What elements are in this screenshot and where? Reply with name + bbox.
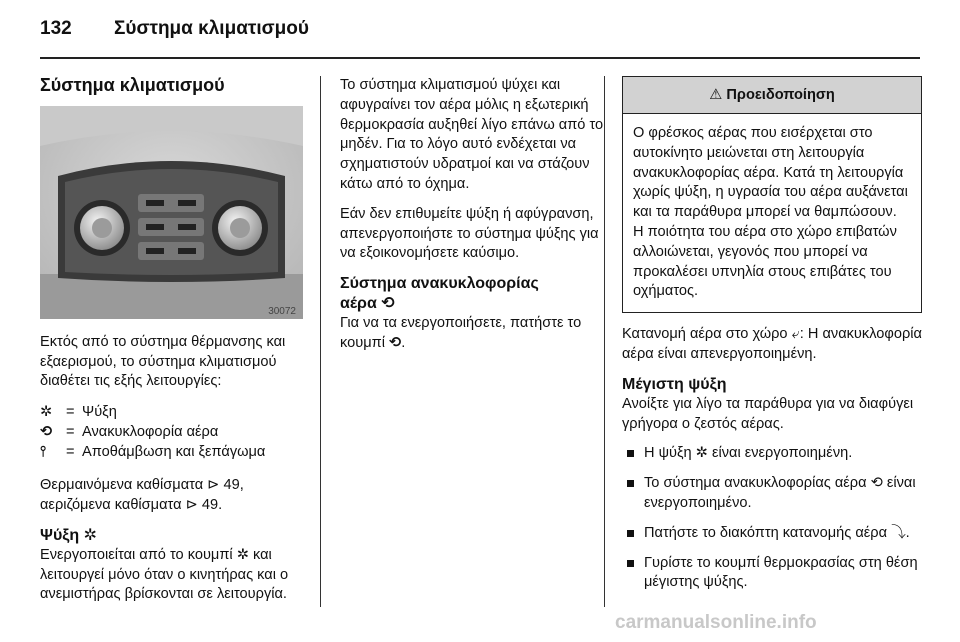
snowflake-icon: ✲ [40, 404, 53, 421]
snowflake-icon: ✲ [83, 526, 98, 544]
recirculation-icon: ⟲ [381, 295, 395, 313]
page-number: 132 [40, 18, 72, 39]
column-divider [604, 76, 605, 607]
max-cooling-steps [622, 444, 922, 593]
fuel-saving-text: Εάν δεν επιθυμείτε ψύξη ή αφύγρανση, απενεργοποιήστε το σύστημα ψύξης για να εξοικονομήσετε καύσιμο. [340, 205, 599, 262]
column-divider [320, 76, 321, 607]
watermark: carmanualsonline.info [615, 612, 817, 633]
list-item: Πατήστε το διακόπτη κατανομής αέρα ⤵. [622, 524, 922, 544]
recirculation-icon: ⟲ [40, 424, 53, 441]
defrost-icon: ⫯ [40, 444, 47, 461]
cooling-heading: Ψύξη ✲ [40, 526, 98, 544]
distribution-text: Κατανομή αέρα στο χώρο ⤶: Η ανακυκλοφορία αέρα είναι απενεργοποιημένη. [622, 326, 922, 362]
page-title: Σύστημα κλιματισμού [114, 18, 309, 39]
header-rule [40, 57, 920, 59]
recirculation-text: Για να τα ενεργοποιήσετε, πατήστε το κουμπί ⟲. [340, 314, 605, 354]
column-2 [340, 76, 605, 364]
warning-header [623, 77, 921, 114]
list-item: Γυρίστε το κουμπί θερμοκρασίας στη θέση μέγιστης ψύξης. [622, 554, 922, 594]
climate-control-photo [40, 106, 303, 319]
legend-row: ⫯ = Αποθάμβωση και ξεπάγωμα [40, 444, 266, 461]
intro-text: Εκτός από το σύστημα θέρμανσης και εξαερισμού, το σύστημα κλιματισμού διαθέτει τις εξής λειτουργίες: [40, 333, 286, 390]
function-legend [40, 402, 305, 462]
column-3 [622, 76, 922, 603]
cooling-text: Ενεργοποιείται από το κουμπί ✲ και λειτουργεί μόνο όταν ο κινητήρας και ο ανεμιστήρας βρίσκονται σε λειτουργία. [40, 546, 289, 603]
seats-text: Θερμαινόμενα καθίσματα ⊳ 49, αεριζόμενα καθίσματα ⊳ 49. [40, 477, 244, 513]
legend-text: Αποθάμβωση και ξεπάγωμα [82, 444, 266, 461]
cooling-description: Το σύστημα κλιματισμού ψύχει και αφυγραίνει τον αέρα μόλις η εξωτερική θερμοκρασία αυξηθεί λίγο επάνω από το μηδέν. Για το λόγο αυτό ενδέχεται να σχηματιστούν υδρατμοί και να στάζουν κάτω από το όχημα. [340, 77, 604, 192]
legend-text: Ανακυκλοφορία αέρα [82, 424, 219, 441]
recirculation-heading: Σύστημα ανακυκλοφορίας αέρα ⟲ [340, 275, 539, 313]
warning-title: Προειδοποίηση [726, 87, 835, 103]
list-item: Η ψύξη ✲ είναι ενεργοποιημένη. [622, 444, 922, 464]
max-cooling-text: Ανοίξτε για λίγο τα παράθυρα για να διαφύγει γρήγορα ο ζεστός αέρας. [622, 395, 914, 432]
max-cooling-heading: Μέγιστη ψύξη [622, 375, 727, 393]
legend-row: ✲ = Ψύξη [40, 404, 117, 421]
warning-box [622, 76, 922, 313]
warning-text: Ο φρέσκος αέρας που εισέρχεται στο αυτοκίνητο μειώνεται στη λειτουργία ανακυκλοφορίας αέρα. Κατά τη λειτουργία χωρίς ψύξη, η υγρασία του αέρα αυξάνεται και τα παράθυρα μπορεί να θαμπώσουν. Η ποιότητα του αέρα στο χώρο επιβατών αλλοιώνεται, γεγονός που μπορεί να προκαλέσει υπνηλία στους επιβάτες του οχήματος. [633, 125, 908, 300]
legend-row: ⟲ = Ανακυκλοφορία αέρα [40, 424, 219, 441]
list-item: Το σύστημα ανακυκλοφορίας αέρα ⟲ είναι ενεργοποιημένο. [622, 474, 922, 514]
warning-icon: ⚠ [709, 87, 723, 103]
page-header [40, 18, 309, 40]
legend-text: Ψύξη [82, 404, 117, 421]
column-1 [40, 76, 305, 615]
photo-number: 30072 [268, 305, 296, 317]
section-heading: Σύστημα κλιματισμού [40, 75, 225, 95]
recirculation-icon: ⟲ [389, 334, 402, 351]
